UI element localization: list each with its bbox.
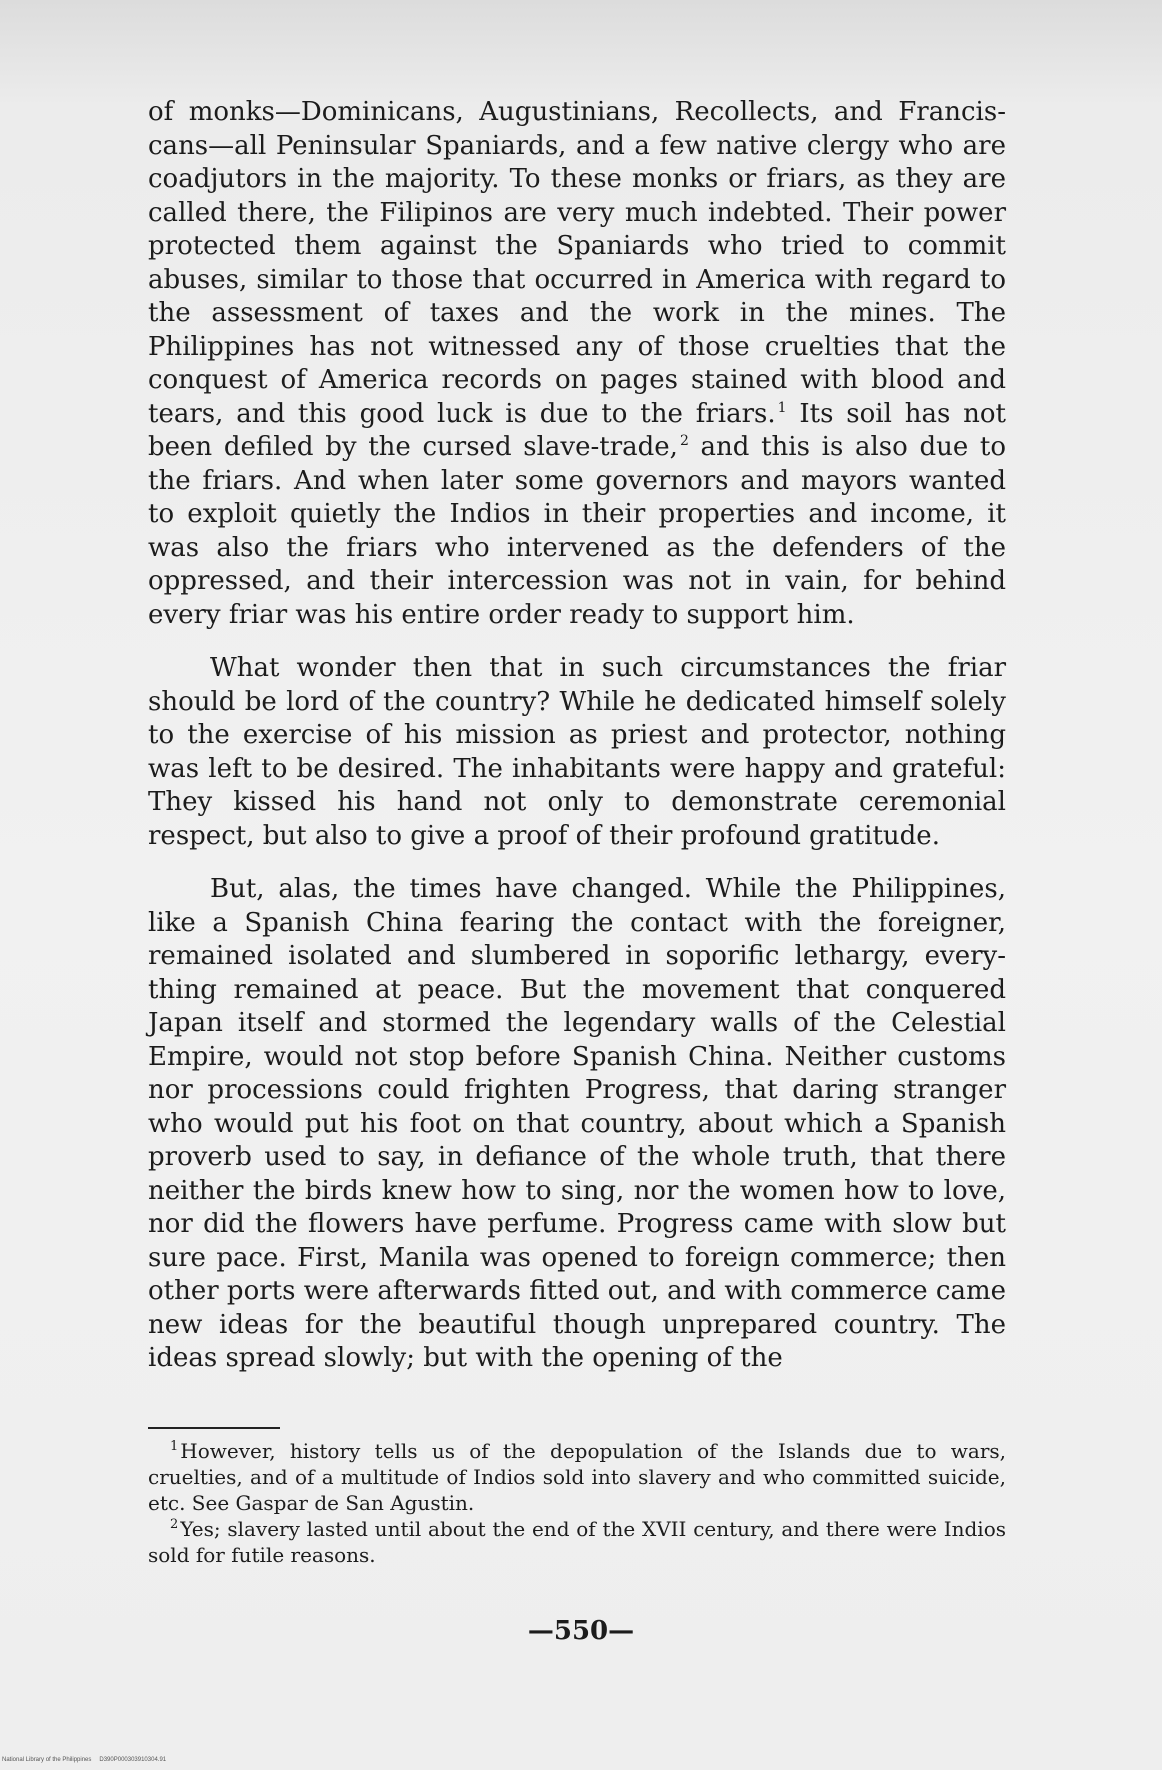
footnote-1-text: However, history tells us of the depopulation of the Islands due to wars, cruelties, and of a multitude of Indios sold into slavery and who committed suicide, etc. See Gaspar de San Agustin. [148,1439,1006,1515]
footnote-2-number: 2 [170,1517,179,1533]
footnote-2 [148,1516,1006,1568]
library-stamp [2,1757,174,1763]
library-name: National Library of the Philippines [2,1757,92,1763]
footnote-2-text: Yes; slavery lasted until about the end of the XVII century, and there were Indios sold for futile reasons. [148,1517,1006,1567]
scan-code: D390P000303910304.91 [99,1757,167,1763]
footnote-1 [148,1438,1006,1516]
footnote-1-number: 1 [170,1439,179,1455]
paragraph-1-part-c: and this is also due to the friars. And when later some governors and mayors wanted to exploit quietly the Indios in their properties and income, it was also the friars who intervened as the defenders of the oppressed, and their intercession was not in vain, for behind every friar was his entire order ready to support him. [148,432,1006,630]
footnote-ref-2: 2 [679,433,689,450]
body-text [148,96,1006,1376]
footnotes [148,1438,1006,1568]
paragraph-3: But, alas, the times have changed. While the Philippines, like a Spanish China fearing the contact with the foreigner, remained isolated and slumbered in soporific lethargy, everything remained at peace. But the movement that conquered Japan itself and stormed the legendary walls of the Celestial Empire, would not stop before Spanish China. Neither customs nor processions could frighten Progress, that daring stranger who would put his foot on that country, about which a Spanish proverb used to say, in defiance of the whole truth, that there neither the birds knew how to sing, nor the women how to love, nor did the flowers have perfume. Progress came with slow but sure pace. First, Manila was opened to foreign commerce; then other ports were afterwards fitted out, and with commerce came new ideas for the beautiful though unprepared country. The ideas spread slowly; but with the opening of the [148,874,1006,1373]
paragraph-1-part-a: of monks—Dominicans, Augustinians, Recollects, and Franciscans—all Peninsular Spaniards, and a few native clergy who are coadjutors in the majority. To these monks or friars, as they are called there, the Filipinos are very much indebted. Their power protected them against the Spaniards who tried to commit abuses, similar to those that occurred in America with regard to the assessment of taxes and the work in the mines. The Philippines has not witnessed any of those cruelties that the conquest of America records on pages stained with blood and tears, and this good luck is due to the friars. [148,97,1006,429]
page-number: —550— [527,1616,635,1646]
footnote-divider [148,1427,280,1429]
paragraph-2: What wonder then that in such circumstances the friar should be lord of the country? While he dedicated himself solely to the exercise of his mission as priest and protector, nothing was left to be desired. The inhabitants were happy and grateful: They kissed his hand not only to demonstrate ceremonial respect, but also to give a proof of their profound gratitude. [148,653,1006,851]
footnote-ref-1: 1 [777,399,787,416]
paragraph-1-part-b: Its soil has not been defiled by the cursed slave-trade, [148,398,1006,462]
paragraph-1 [148,96,1006,632]
